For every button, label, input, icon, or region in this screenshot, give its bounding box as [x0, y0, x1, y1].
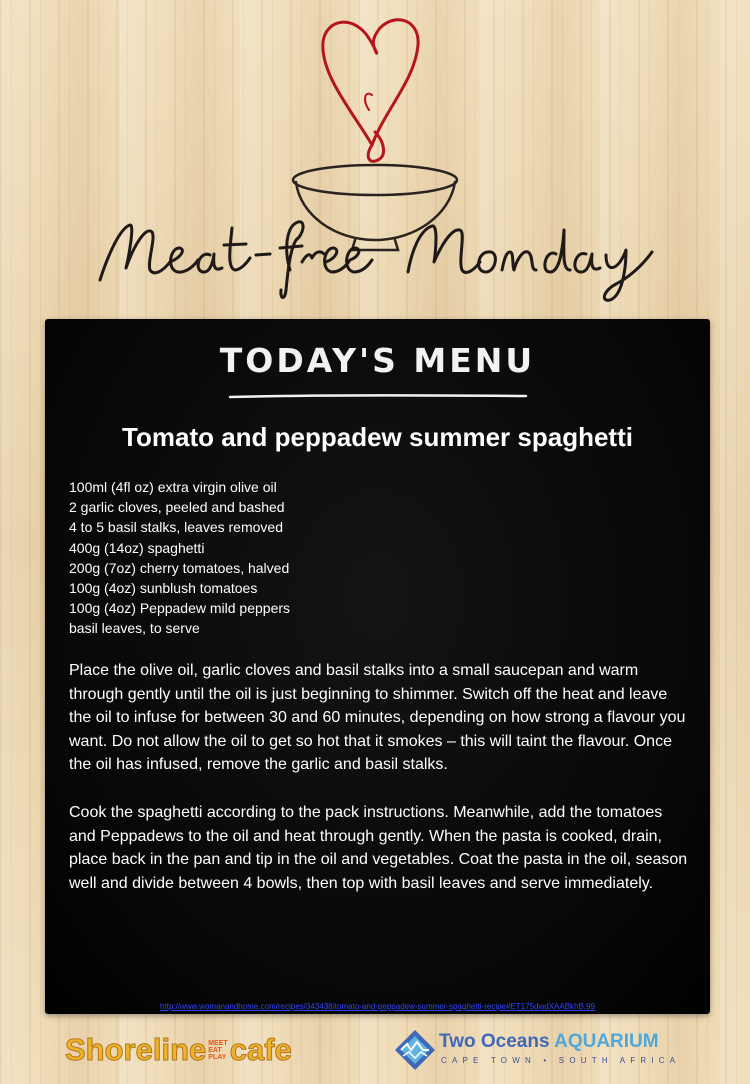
- shoreline-tagline: [208, 1040, 227, 1061]
- method-section: [69, 659, 689, 919]
- ingredients-list: [69, 477, 290, 639]
- ingredient-item: basil leaves, to serve: [69, 620, 200, 637]
- meat-free-monday-header: [0, 0, 750, 320]
- ingredient-item: 100g (4oz) Peppadew mild peppers: [69, 600, 291, 617]
- source-link[interactable]: http://www.womanandhome.com/recipes/343438/tomato-and-peppadew-summer-spaghetti-recipe#ET175dwdXAABkhB.99: [160, 1002, 595, 1011]
- aquarium-diamond-icon: [393, 1028, 437, 1072]
- script-title: [100, 222, 652, 300]
- ingredient-item: 2 garlic cloves, peeled and bashed: [69, 499, 285, 516]
- ingredient-item: 200g (7oz) cherry tomatoes, halved: [69, 559, 290, 576]
- ingredient-item: 100ml (4fl oz) extra virgin olive oil: [69, 479, 277, 495]
- bowl-icon: [293, 165, 457, 250]
- method-paragraph: Place the olive oil, garlic cloves and basil stalks into a small saucepan and warm through gently until the oil is just beginning to shimmer. Switch off the heat and leave the oil to infuse for between 30 and 60 minutes, depending on how strong a flavour you want. Do not allow the oil to get so hot that it smokes – this will taint the flavour. Once the oil has infused, remove the garlic and basil stalks.: [69, 662, 686, 774]
- ingredient-item: 4 to 5 basil stalks, leaves removed: [69, 519, 283, 536]
- aquarium-name-part2: AQUARIUM: [554, 1031, 659, 1052]
- tagline-eat: EAT: [208, 1046, 222, 1054]
- two-oceans-aquarium-logo: [393, 1028, 693, 1073]
- recipe-title: Tomato and peppadew summer spaghetti: [122, 422, 633, 452]
- ingredient-item: 400g (14oz) spaghetti: [69, 539, 205, 556]
- menu-board: [45, 319, 710, 1014]
- shoreline-cafe-logo: [65, 1030, 292, 1070]
- aquarium-subtitle: CAPE TOWN • SOUTH AFRICA: [441, 1056, 681, 1065]
- shoreline-word: Shoreline: [65, 1032, 207, 1067]
- tagline-play: PLAY: [208, 1053, 227, 1061]
- method-paragraph: Cook the spaghetti according to the pack instructions. Meanwhile, add the tomatoes and Peppadews to the oil and heat through gently. When the pasta is cooked, drain, place back in the pan and tip in the oil and vegetables. Coat the pasta in the oil, season well and divide between 4 bowls, then top with basil leaves and serve immediately.: [69, 803, 688, 892]
- cafe-word: cafe: [229, 1032, 292, 1067]
- heart-steam-icon: [323, 20, 418, 162]
- aquarium-name-part1: Two Oceans: [439, 1031, 550, 1052]
- ingredient-item: 100g (4oz) sunblush tomatoes: [69, 580, 258, 597]
- aquarium-name: [439, 1031, 659, 1053]
- menu-heading: TODAY'S MENU: [219, 341, 536, 380]
- tagline-meet: MEET: [208, 1039, 228, 1047]
- heading-underline: [228, 392, 528, 400]
